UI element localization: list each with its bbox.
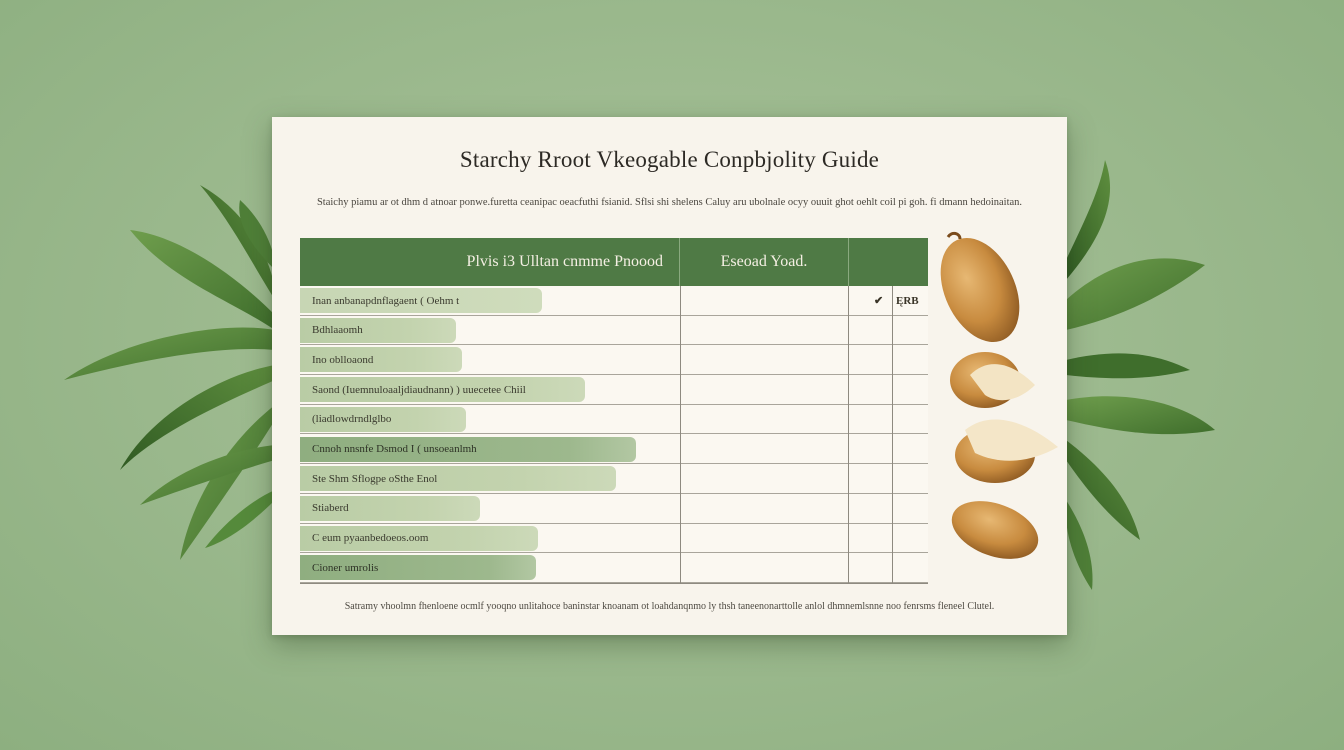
table-body <box>300 286 928 584</box>
row-label: Cioner umrolis <box>300 555 536 580</box>
row-label: Inan anbanapdnflagaent ( Oehm t <box>300 288 542 313</box>
table-row <box>300 464 928 494</box>
guide-footnote: Satramy vhoolmn fhenloene ocmlf yooqno unlitahoce baninstar knoanam ot loahdanqnmo ly thsh taneenonarttolle anlol dhmnemlsnne noo fenrsms fleneel Clutel. <box>344 601 995 612</box>
header-col-2: Eseoad Yoad. <box>680 238 849 286</box>
table-row <box>300 435 928 465</box>
row-label: Saond (Iuemnuloaaljdiaudnann) ) uuecetee Chiil <box>300 377 585 402</box>
table-row <box>300 405 928 435</box>
guide-subtitle: Staichy piamu ar ot dhm d atnoar ponwe.furetta ceanipac oeacfuthi fsianid. Sflsi shi shelens Caluy aru ubolnale ocyy ouuit ghot oehlt coil pi goh. fi dmann hedoinaitan. <box>316 197 1023 208</box>
potato-4-icon <box>944 490 1046 570</box>
table-row <box>300 553 928 583</box>
table-row <box>300 286 928 316</box>
guide-title: Starchy Rroot Vkeogable Conpbjolity Guide <box>459 147 880 172</box>
potato-icon <box>930 225 1070 575</box>
table-header <box>300 238 928 286</box>
potato-1-icon <box>930 225 1035 354</box>
check-mark-icon: ✔ <box>874 295 884 307</box>
column-divider <box>892 286 893 583</box>
table-row <box>300 345 928 375</box>
table-row <box>300 316 928 346</box>
header-col-1: Plvis i3 Ulltan cnmme Pnoood <box>300 238 680 286</box>
row-label: Cnnoh nnsnfe Dsmod I ( unsoeanlmh <box>300 437 636 462</box>
leaf-cluster-right-icon <box>1066 160 1215 590</box>
leaf-cluster-left-icon <box>64 185 275 560</box>
row-label: C eum pyaanbedoeos.oom <box>300 526 538 551</box>
row-label: Stiaberd <box>300 496 480 521</box>
compatibility-table <box>300 238 928 583</box>
row-label: Bdhlaaomh <box>300 318 456 343</box>
table-row <box>300 375 928 405</box>
column-divider <box>680 286 681 583</box>
table-row <box>300 494 928 524</box>
table-row <box>300 524 928 554</box>
potato-2-icon <box>950 352 1035 408</box>
column-divider <box>848 286 849 583</box>
mark-label: ĘRB <box>896 294 919 307</box>
row-label: Ste Shm Sflogpe oSthe Enol <box>300 466 616 491</box>
potato-3-icon <box>955 419 1058 483</box>
row-label: (liadlowdrndlglbo <box>300 407 466 432</box>
row-label: Ino oblloaond <box>300 347 462 372</box>
